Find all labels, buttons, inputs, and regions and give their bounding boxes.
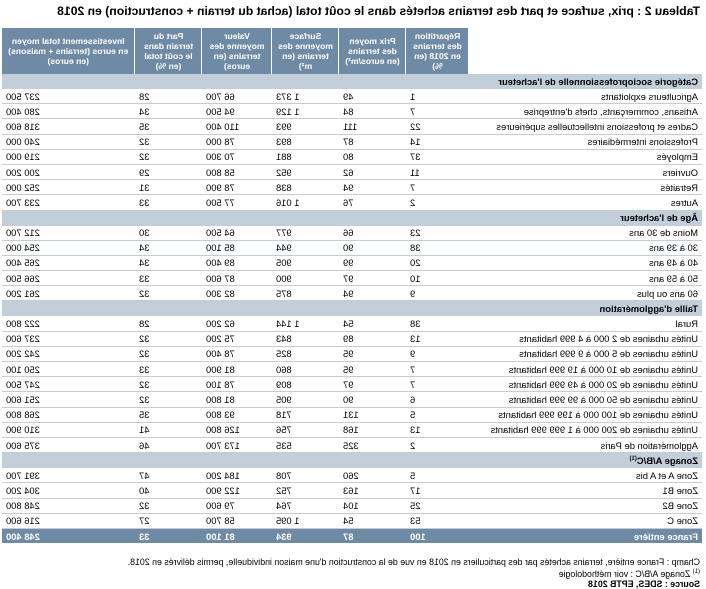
table-cell: 266 500 bbox=[2, 271, 135, 286]
table-row bbox=[2, 240, 702, 255]
row-label: Retraités bbox=[469, 180, 702, 195]
table-cell: 247 500 bbox=[2, 377, 135, 392]
total-cell: 87 bbox=[339, 529, 406, 544]
table-cell: 254 000 bbox=[2, 240, 135, 255]
table-row bbox=[2, 513, 702, 528]
table-cell: 7 bbox=[406, 104, 469, 119]
table-cell: 87 600 bbox=[202, 271, 272, 286]
table-cell: 20 bbox=[406, 255, 469, 270]
table-cell: 78 400 bbox=[202, 346, 272, 361]
table-cell: 13 bbox=[406, 331, 469, 346]
table-row bbox=[2, 392, 702, 407]
table-row bbox=[2, 422, 702, 437]
section-title bbox=[2, 74, 702, 89]
table-row bbox=[2, 104, 702, 119]
table-row bbox=[2, 271, 702, 286]
table-cell: 260 bbox=[339, 468, 406, 483]
table-row bbox=[2, 437, 702, 452]
table-cell: 977 bbox=[272, 225, 339, 240]
table-cell: 84 bbox=[339, 104, 406, 119]
row-label: Unités urbaines de 10 000 à 19 999 habitants bbox=[469, 362, 702, 377]
table-cell: 131 bbox=[339, 407, 406, 422]
table-cell: 252 000 bbox=[2, 180, 135, 195]
table-cell: 17 bbox=[406, 483, 469, 498]
table-cell: 58 700 bbox=[202, 513, 272, 528]
table-cell: 1 129 bbox=[272, 104, 339, 119]
table-cell: 30 bbox=[135, 225, 202, 240]
table-cell: 310 900 bbox=[2, 422, 135, 437]
table-cell: 325 bbox=[339, 437, 406, 452]
table-cell: 34 bbox=[135, 240, 202, 255]
row-label: Zone B2 bbox=[469, 498, 702, 513]
table-cell: 838 bbox=[272, 180, 339, 195]
section-header-row bbox=[2, 301, 702, 316]
table-cell: 200 200 bbox=[2, 164, 135, 179]
table-cell: 97 bbox=[339, 377, 406, 392]
row-label: Unités urbaines de 50 000 à 99 999 habitants bbox=[469, 392, 702, 407]
row-label: Agglomération de Paris bbox=[469, 437, 702, 452]
table-cell: 79 600 bbox=[202, 498, 272, 513]
total-cell: 81 100 bbox=[202, 529, 272, 544]
table-cell: 1 144 bbox=[272, 316, 339, 331]
row-label: Unités urbaines de 2 000 à 4 999 habitants bbox=[469, 331, 702, 346]
row-label: 60 ans ou plus bbox=[469, 286, 702, 301]
row-label: 40 à 49 ans bbox=[469, 255, 702, 270]
table-cell: 708 bbox=[272, 468, 339, 483]
section-title-sup: (1) bbox=[629, 456, 637, 463]
table-cell: 25 bbox=[406, 498, 469, 513]
row-label: Zone B1 bbox=[469, 483, 702, 498]
table-cell: 7 bbox=[406, 377, 469, 392]
table-cell: 33 bbox=[135, 271, 202, 286]
row-label: 30 à 39 ans bbox=[469, 240, 702, 255]
table-cell: 99 bbox=[339, 255, 406, 270]
table-row bbox=[2, 316, 702, 331]
table-cell: 32 bbox=[135, 346, 202, 361]
table-cell: 212 700 bbox=[2, 225, 135, 240]
table-cell: 94 bbox=[339, 180, 406, 195]
table-row bbox=[2, 468, 702, 483]
table-cell: 27 bbox=[135, 513, 202, 528]
table-cell: 1 bbox=[406, 89, 469, 104]
table-cell: 2 bbox=[406, 195, 469, 210]
section-title bbox=[2, 210, 702, 225]
total-cell: 100 bbox=[406, 529, 469, 544]
section-title-text: Taille d'agglomération bbox=[599, 302, 698, 314]
table-cell: 95 bbox=[339, 346, 406, 361]
table-cell: 809 bbox=[272, 377, 339, 392]
table-cell: 881 bbox=[272, 149, 339, 164]
table-cell: 40 bbox=[135, 483, 202, 498]
row-label: Employés bbox=[469, 149, 702, 164]
table-cell: 268 800 bbox=[2, 407, 135, 422]
table-cell: 718 bbox=[272, 407, 339, 422]
table-cell: 10 bbox=[406, 271, 469, 286]
table-row bbox=[2, 331, 702, 346]
data-table bbox=[2, 28, 702, 543]
section-title-text: Catégorie socioprofessionnelle de l'acheteur bbox=[498, 75, 698, 87]
table-cell: 843 bbox=[272, 331, 339, 346]
table-cell: 265 400 bbox=[2, 255, 135, 270]
table-row bbox=[2, 164, 702, 179]
table-cell: 237 500 bbox=[2, 89, 135, 104]
table-cell: 32 bbox=[135, 149, 202, 164]
table-cell: 5 bbox=[406, 407, 469, 422]
table-cell: 33 bbox=[135, 195, 202, 210]
table-cell: 535 bbox=[272, 437, 339, 452]
note-zonage-sup: (1) bbox=[692, 569, 700, 575]
table-row bbox=[2, 286, 702, 301]
table-cell: 77 500 bbox=[202, 195, 272, 210]
table-cell: 31 bbox=[135, 180, 202, 195]
row-label: Unités urbaines de 100 000 à 199 999 habitants bbox=[469, 407, 702, 422]
table-cell: 13 bbox=[406, 422, 469, 437]
table-cell: 219 000 bbox=[2, 149, 135, 164]
column-header-4: Valeur moyenne des terrains (en euros) bbox=[202, 28, 272, 74]
table-cell: 242 200 bbox=[2, 346, 135, 361]
table-cell: 35 bbox=[135, 119, 202, 134]
table-cell: 248 800 bbox=[2, 498, 135, 513]
table-row bbox=[2, 483, 702, 498]
table-cell: 87 bbox=[339, 134, 406, 149]
table-cell: 216 600 bbox=[2, 513, 135, 528]
total-row bbox=[2, 529, 702, 544]
row-label: 50 à 59 ans bbox=[469, 271, 702, 286]
table-cell: 78 900 bbox=[202, 180, 272, 195]
table-cell: 875 bbox=[272, 286, 339, 301]
table-cell: 240 000 bbox=[2, 134, 135, 149]
total-cell: 33 bbox=[135, 529, 202, 544]
table-cell: 28 bbox=[135, 316, 202, 331]
table-cell: 952 bbox=[272, 164, 339, 179]
table-cell: 32 bbox=[135, 377, 202, 392]
row-label: Moins de 30 ans bbox=[469, 225, 702, 240]
table-row bbox=[2, 346, 702, 361]
total-cell: 934 bbox=[272, 529, 339, 544]
table-cell: 34 bbox=[135, 255, 202, 270]
table-cell: 75 200 bbox=[202, 331, 272, 346]
table-cell: 905 bbox=[272, 392, 339, 407]
total-label: France entière bbox=[469, 529, 702, 544]
table-cell: 111 bbox=[339, 119, 406, 134]
section-header-row bbox=[2, 210, 702, 225]
table-cell: 32 bbox=[135, 331, 202, 346]
table-cell: 78 100 bbox=[202, 377, 272, 392]
table-cell: 5 bbox=[406, 468, 469, 483]
table-cell: 89 bbox=[339, 331, 406, 346]
table-cell: 46 bbox=[135, 437, 202, 452]
table-cell: 94 bbox=[339, 286, 406, 301]
table-cell: 66 bbox=[339, 225, 406, 240]
table-cell: 94 500 bbox=[202, 104, 272, 119]
table-cell: 184 200 bbox=[202, 468, 272, 483]
total-cell: 248 400 bbox=[2, 529, 135, 544]
table-row bbox=[2, 134, 702, 149]
row-label: Unités urbaines de 20 000 à 49 999 habitants bbox=[469, 377, 702, 392]
row-label: Zone C bbox=[469, 513, 702, 528]
table-cell: 76 bbox=[339, 195, 406, 210]
table-cell: 32 bbox=[135, 286, 202, 301]
table-cell: 993 bbox=[272, 119, 339, 134]
table-cell: 233 700 bbox=[2, 195, 135, 210]
table-cell: 126 800 bbox=[202, 422, 272, 437]
column-header-1: Répartition des terrains en 2018 (en %) bbox=[406, 28, 469, 74]
table-cell: 1 373 bbox=[272, 89, 339, 104]
table-cell: 38 bbox=[406, 240, 469, 255]
table-cell: 6 bbox=[406, 392, 469, 407]
table-cell: 34 bbox=[135, 104, 202, 119]
table-cell: 7 bbox=[406, 362, 469, 377]
table-cell: 110 400 bbox=[202, 119, 272, 134]
row-label: Ouvriers bbox=[469, 164, 702, 179]
table-cell: 38 bbox=[406, 316, 469, 331]
table-cell: 251 600 bbox=[2, 392, 135, 407]
table-row bbox=[2, 255, 702, 270]
table-row bbox=[2, 119, 702, 134]
table-cell: 318 600 bbox=[2, 119, 135, 134]
table-row bbox=[2, 498, 702, 513]
column-header-2: Prix moyen des terrains (en euros/m²) bbox=[339, 28, 406, 74]
table-cell: 7 bbox=[406, 180, 469, 195]
column-header-3: Surface moyenne des terrains (en m²) bbox=[272, 28, 339, 74]
table-row bbox=[2, 195, 702, 210]
table-cell: 860 bbox=[272, 362, 339, 377]
table-cell: 90 bbox=[339, 240, 406, 255]
table-cell: 163 bbox=[339, 483, 406, 498]
table-row bbox=[2, 89, 702, 104]
table-cell: 893 bbox=[272, 134, 339, 149]
column-header-6: Investissement total moyen en euros (terrains + maisons) (en euros) bbox=[2, 28, 135, 74]
table-cell: 82 300 bbox=[202, 286, 272, 301]
table-cell: 80 bbox=[339, 149, 406, 164]
note-source: Source : SDES, EPTB 2018 bbox=[588, 578, 700, 589]
table-cell: 66 700 bbox=[202, 89, 272, 104]
table-cell: 93 800 bbox=[202, 407, 272, 422]
table-cell: 70 300 bbox=[202, 149, 272, 164]
table-cell: 237 600 bbox=[2, 331, 135, 346]
table-cell: 2 bbox=[406, 437, 469, 452]
table-cell: 81 900 bbox=[202, 362, 272, 377]
section-title-text: Âge de l'acheteur bbox=[620, 212, 698, 223]
table-cell: 905 bbox=[272, 255, 339, 270]
table-cell: 37 bbox=[406, 149, 469, 164]
table-cell: 391 700 bbox=[2, 468, 135, 483]
table-cell: 28 bbox=[135, 89, 202, 104]
table-cell: 41 bbox=[135, 422, 202, 437]
table-cell: 54 bbox=[339, 513, 406, 528]
table-cell: 54 bbox=[339, 316, 406, 331]
row-label: Unités urbaines de 5 000 à 9 999 habitants bbox=[469, 346, 702, 361]
section-header-row bbox=[2, 453, 702, 468]
section-header-row bbox=[2, 74, 702, 89]
column-header-0 bbox=[469, 28, 702, 74]
table-cell: 122 900 bbox=[202, 483, 272, 498]
table-cell: 23 bbox=[406, 225, 469, 240]
note-champ: Champ : France entière, terrains achetés par des particuliers en 2018 en vue de la construction d'une maison individuelle, permis délivrés en 2018. bbox=[127, 557, 700, 567]
table-header-row bbox=[2, 28, 702, 74]
table-cell: 90 bbox=[339, 392, 406, 407]
row-label: Cadres et professions intellectuelles supérieures bbox=[469, 119, 702, 134]
table-cell: 756 bbox=[272, 422, 339, 437]
table-cell: 32 bbox=[135, 392, 202, 407]
table-cell: 752 bbox=[272, 483, 339, 498]
footnotes bbox=[128, 557, 700, 589]
section-title bbox=[2, 453, 702, 468]
row-label: Autres bbox=[469, 195, 702, 210]
row-label: Unités urbaines de 200 000 à 1 999 999 habitants bbox=[469, 422, 702, 437]
row-label: Rural bbox=[469, 316, 702, 331]
table-cell: 33 bbox=[135, 362, 202, 377]
table-cell: 825 bbox=[272, 346, 339, 361]
table-cell: 95 bbox=[339, 362, 406, 377]
table-cell: 32 bbox=[135, 498, 202, 513]
table-row bbox=[2, 362, 702, 377]
row-label: Agriculteurs exploitants bbox=[469, 89, 702, 104]
table-cell: 9 bbox=[406, 346, 469, 361]
table-cell: 49 bbox=[339, 89, 406, 104]
table-row bbox=[2, 149, 702, 164]
row-label: Professions intermédiaires bbox=[469, 134, 702, 149]
table-cell: 304 200 bbox=[2, 483, 135, 498]
section-title bbox=[2, 301, 702, 316]
table-cell: 85 100 bbox=[202, 240, 272, 255]
table-cell: 9 bbox=[406, 286, 469, 301]
table-body bbox=[2, 74, 702, 543]
table-cell: 14 bbox=[406, 134, 469, 149]
table-cell: 764 bbox=[272, 498, 339, 513]
table-cell: 104 bbox=[339, 498, 406, 513]
note-zonage-text: Zonage A/B/C : voir méthodologie bbox=[558, 568, 693, 579]
table-cell: 81 800 bbox=[202, 392, 272, 407]
table-cell: 900 bbox=[272, 271, 339, 286]
row-label: Zone A et A bis bbox=[469, 468, 702, 483]
section-title-text: Zonage A/B/C bbox=[636, 455, 698, 467]
table-row bbox=[2, 225, 702, 240]
table-cell: 11 bbox=[406, 164, 469, 179]
table-cell: 89 400 bbox=[202, 255, 272, 270]
table-cell: 78 000 bbox=[202, 134, 272, 149]
page-title: Tableau 2 : prix, surface et part des terrains achetés dans le coût total (achat du terrain + construction) en 2018 bbox=[57, 4, 700, 18]
table-cell: 375 600 bbox=[2, 437, 135, 452]
table-cell: 222 800 bbox=[2, 316, 135, 331]
table-cell: 58 800 bbox=[202, 164, 272, 179]
table-cell: 168 bbox=[339, 422, 406, 437]
table-cell: 173 700 bbox=[202, 437, 272, 452]
table-cell: 47 bbox=[135, 468, 202, 483]
table-row bbox=[2, 377, 702, 392]
table-cell: 250 100 bbox=[2, 362, 135, 377]
table-cell: 22 bbox=[406, 119, 469, 134]
column-header-5: Part du terrain dans le coût total (en %) bbox=[135, 28, 202, 74]
table-cell: 261 200 bbox=[2, 286, 135, 301]
table-row bbox=[2, 180, 702, 195]
table-cell: 280 400 bbox=[2, 104, 135, 119]
table-cell: 97 bbox=[339, 271, 406, 286]
table-row bbox=[2, 407, 702, 422]
table-cell: 62 bbox=[339, 164, 406, 179]
table-cell: 32 bbox=[135, 134, 202, 149]
row-label: Artisans, commerçants, chefs d'entreprise bbox=[469, 104, 702, 119]
table-cell: 944 bbox=[272, 240, 339, 255]
table-cell: 35 bbox=[135, 407, 202, 422]
table-cell: 53 bbox=[406, 513, 469, 528]
table-cell: 29 bbox=[135, 164, 202, 179]
table-cell: 64 500 bbox=[202, 225, 272, 240]
table-cell: 62 200 bbox=[202, 316, 272, 331]
note-zonage bbox=[128, 567, 700, 579]
table-cell: 1 016 bbox=[272, 195, 339, 210]
table-cell: 1 095 bbox=[272, 513, 339, 528]
